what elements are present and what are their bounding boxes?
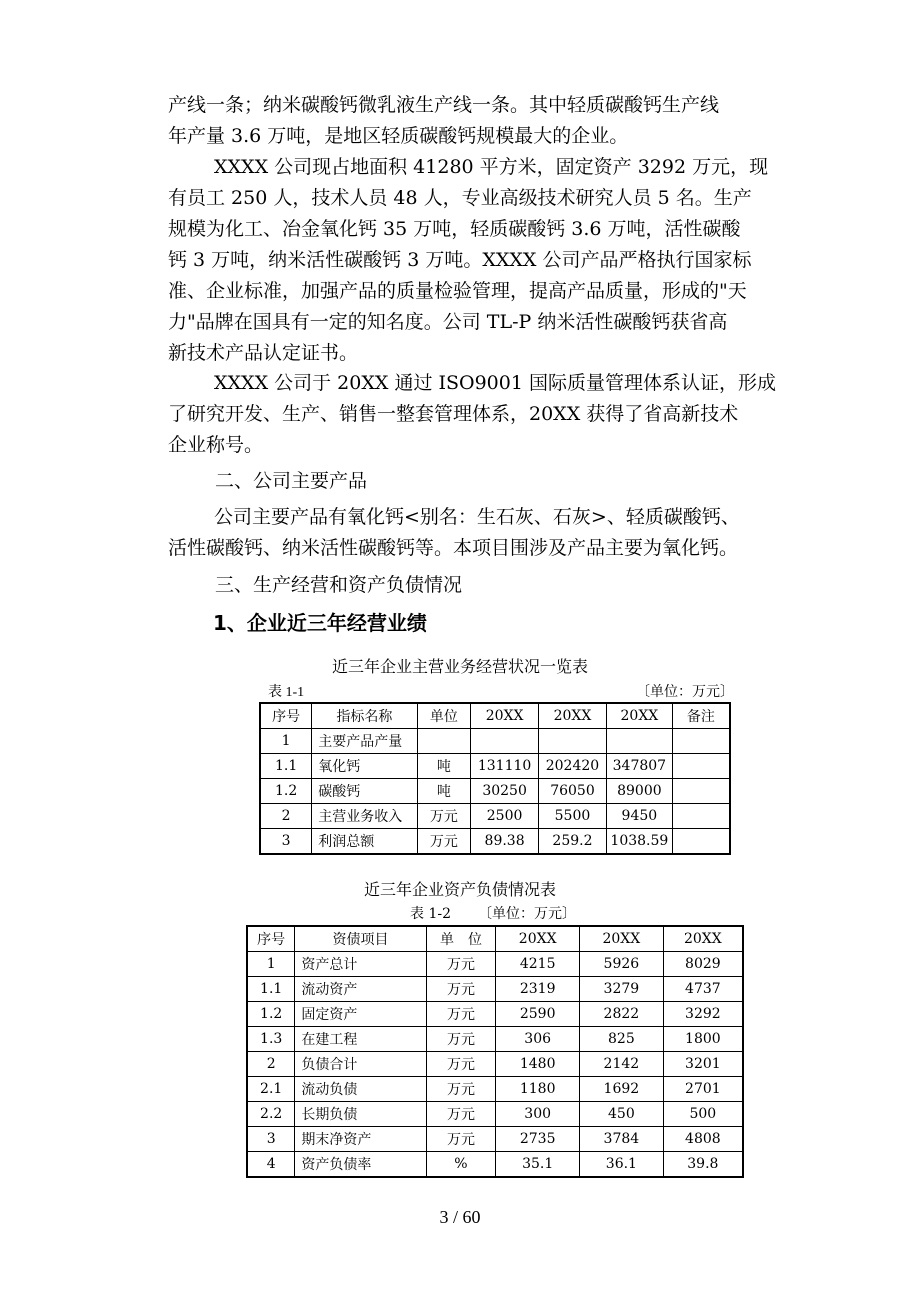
table-cell: 万元 bbox=[417, 829, 471, 855]
table-cell: 3 bbox=[247, 1127, 295, 1152]
table-cell bbox=[672, 729, 730, 754]
table-cell: 2 bbox=[247, 1052, 295, 1077]
subsection-heading: 1、企业近三年经营业绩 bbox=[213, 611, 427, 635]
table-cell: % bbox=[426, 1152, 496, 1178]
paragraph-line: 钙 3 万吨，纳米活性碳酸钙 3 万吨。XXXX 公司产品严格执行国家标 bbox=[168, 249, 752, 271]
table-cell: 300 bbox=[496, 1102, 580, 1127]
table-header-cell: 20XX bbox=[496, 926, 580, 952]
table-cell: 在建工程 bbox=[295, 1027, 426, 1052]
paragraph-line: 活性碳酸钙、纳米活性碳酸钙等。本项目围涉及产品主要为氧化钙。 bbox=[168, 537, 739, 559]
table-cell: 吨 bbox=[417, 779, 471, 804]
table-row bbox=[247, 952, 743, 977]
table-cell: 1 bbox=[260, 729, 312, 754]
paragraph-line: 新技术产品认定证书。 bbox=[168, 342, 359, 364]
table-cell: 万元 bbox=[426, 952, 496, 977]
table-cell bbox=[672, 829, 730, 855]
table-row bbox=[260, 829, 730, 855]
table-cell: 9450 bbox=[606, 804, 672, 829]
table-cell: 期末净资产 bbox=[295, 1127, 426, 1152]
balance-table bbox=[246, 925, 744, 1178]
table-cell: 3201 bbox=[663, 1052, 743, 1077]
paragraph-line: 规模为化工、冶金氧化钙 35 万吨，轻质碳酸钙 3.6 万吨，活性碳酸 bbox=[168, 218, 741, 240]
table-row bbox=[247, 977, 743, 1002]
table-cell: 吨 bbox=[417, 754, 471, 779]
table-cell bbox=[672, 779, 730, 804]
table-cell: 万元 bbox=[426, 1127, 496, 1152]
table-header-cell: 序号 bbox=[260, 703, 312, 729]
table-title: 近三年企业主营业务经营状况一览表 bbox=[331, 657, 588, 676]
table-cell bbox=[539, 729, 607, 754]
paragraph-4 bbox=[168, 502, 828, 564]
table-header-cell: 序号 bbox=[247, 926, 295, 952]
table-cell: 1.1 bbox=[260, 754, 312, 779]
table-cell: 259.2 bbox=[539, 829, 607, 855]
table-cell: 资产总计 bbox=[295, 952, 426, 977]
table-cell: 固定资产 bbox=[295, 1002, 426, 1027]
table-row bbox=[260, 804, 730, 829]
table-cell: 2 bbox=[260, 804, 312, 829]
table-cell: 2590 bbox=[496, 1002, 580, 1027]
table-header-row bbox=[260, 703, 730, 729]
table-cell: 8029 bbox=[663, 952, 743, 977]
table-cell: 39.8 bbox=[663, 1152, 743, 1178]
table-cell: 万元 bbox=[426, 1102, 496, 1127]
table-label: 表 1-2 bbox=[410, 906, 451, 922]
table-row bbox=[247, 1027, 743, 1052]
table-header-cell: 20XX bbox=[663, 926, 743, 952]
table-cell: 1.1 bbox=[247, 977, 295, 1002]
table-cell: 4 bbox=[247, 1152, 295, 1178]
table-cell bbox=[606, 729, 672, 754]
table-cell bbox=[672, 754, 730, 779]
table-cell: 347807 bbox=[606, 754, 672, 779]
table-row bbox=[247, 1152, 743, 1178]
paragraph-line: 年产量 3.6 万吨，是地区轻质碳酸钙规模最大的企业。 bbox=[168, 125, 629, 147]
table-cell: 1.2 bbox=[247, 1002, 295, 1027]
table-cell: 3 bbox=[260, 829, 312, 855]
paragraph-line: 企业称号。 bbox=[168, 434, 264, 456]
table-cell: 2319 bbox=[496, 977, 580, 1002]
table-cell: 5926 bbox=[580, 952, 664, 977]
table-cell: 碳酸钙 bbox=[312, 779, 417, 804]
table-cell: 长期负债 bbox=[295, 1102, 426, 1127]
table-row bbox=[247, 1127, 743, 1152]
table-cell: 万元 bbox=[426, 1077, 496, 1102]
table-cell: 76050 bbox=[539, 779, 607, 804]
table-cell: 30250 bbox=[471, 779, 539, 804]
table-cell: 825 bbox=[580, 1027, 664, 1052]
paragraph-line: 了研究开发、生产、销售一整套管理体系，20XX 获得了省高新技术 bbox=[168, 403, 739, 425]
business-table bbox=[259, 702, 731, 855]
table-cell bbox=[672, 804, 730, 829]
table-header-cell: 20XX bbox=[471, 703, 539, 729]
table-cell: 2701 bbox=[663, 1077, 743, 1102]
table-cell: 2822 bbox=[580, 1002, 664, 1027]
table-cell: 万元 bbox=[426, 1002, 496, 1027]
paragraph-line: 产线一条；纳米碳酸钙微乳液生产线一条。其中轻质碳酸钙生产线 bbox=[168, 94, 720, 116]
table-cell: 万元 bbox=[426, 1052, 496, 1077]
table-cell: 利润总额 bbox=[312, 829, 417, 855]
paragraph-line: 力"品牌在国具有一定的知名度。公司 TL-P 纳米活性碳酸钙获省高 bbox=[168, 311, 728, 333]
table-cell: 202420 bbox=[539, 754, 607, 779]
table-cell: 氧化钙 bbox=[312, 754, 417, 779]
page-number: 3 / 60 bbox=[439, 1207, 481, 1227]
table-cell: 负债合计 bbox=[295, 1052, 426, 1077]
table-cell: 万元 bbox=[417, 804, 471, 829]
paragraph-line: 公司主要产品有氧化钙<别名：生石灰、石灰>、轻质碳酸钙、 bbox=[214, 506, 740, 528]
table-row bbox=[247, 1002, 743, 1027]
section-heading: 二、公司主要产品 bbox=[215, 470, 368, 492]
table-cell: 2.1 bbox=[247, 1077, 295, 1102]
table-label: 表 1-1 bbox=[268, 685, 305, 700]
table-cell: 1.3 bbox=[247, 1027, 295, 1052]
table-cell: 流动负债 bbox=[295, 1077, 426, 1102]
table-cell: 89.38 bbox=[471, 829, 539, 855]
table-cell: 35.1 bbox=[496, 1152, 580, 1178]
table-cell: 主营业务收入 bbox=[312, 804, 417, 829]
paragraph-line: XXXX 公司于 20XX 通过 ISO9001 国际质量管理体系认证，形成 bbox=[214, 372, 776, 394]
table-cell bbox=[417, 729, 471, 754]
table-cell: 万元 bbox=[426, 1027, 496, 1052]
table-cell: 2.2 bbox=[247, 1102, 295, 1127]
table-cell: 1.2 bbox=[260, 779, 312, 804]
table-cell: 2142 bbox=[580, 1052, 664, 1077]
section-heading: 三、生产经营和资产负债情况 bbox=[215, 574, 463, 596]
table-cell: 3292 bbox=[663, 1002, 743, 1027]
table-cell: 5500 bbox=[539, 804, 607, 829]
table-header-cell: 20XX bbox=[539, 703, 607, 729]
table-cell: 4215 bbox=[496, 952, 580, 977]
paragraph-line: 有员工 250 人，技术人员 48 人，专业高级技术研究人员 5 名。生产 bbox=[168, 187, 752, 209]
table-header-cell: 20XX bbox=[606, 703, 672, 729]
table-cell: 3784 bbox=[580, 1127, 664, 1152]
table-row bbox=[260, 754, 730, 779]
table-header-cell: 备注 bbox=[672, 703, 730, 729]
table-cell: 500 bbox=[663, 1102, 743, 1127]
table-header-cell: 指标名称 bbox=[312, 703, 417, 729]
table-cell: 306 bbox=[496, 1027, 580, 1052]
table-cell: 131110 bbox=[471, 754, 539, 779]
table-cell: 资产负债率 bbox=[295, 1152, 426, 1178]
paragraph-1 bbox=[168, 90, 828, 152]
table-cell: 3279 bbox=[580, 977, 664, 1002]
table-cell: 1038.59 bbox=[606, 829, 672, 855]
table-cell bbox=[471, 729, 539, 754]
paragraph-line: XXXX 公司现占地面积 41280 平方米，固定资产 3292 万元，现 bbox=[214, 156, 769, 178]
table-cell: 2735 bbox=[496, 1127, 580, 1152]
table-row bbox=[247, 1102, 743, 1127]
paragraph-2 bbox=[168, 152, 828, 369]
table-cell: 万元 bbox=[426, 977, 496, 1002]
table-row bbox=[247, 1052, 743, 1077]
table-cell: 主要产品产量 bbox=[312, 729, 417, 754]
table-title: 近三年企业资产负债情况表 bbox=[363, 880, 556, 899]
table-cell: 1480 bbox=[496, 1052, 580, 1077]
table-cell: 1800 bbox=[663, 1027, 743, 1052]
table-header-cell: 20XX bbox=[580, 926, 664, 952]
table-cell: 1692 bbox=[580, 1077, 664, 1102]
table-row bbox=[260, 779, 730, 804]
table-cell: 1180 bbox=[496, 1077, 580, 1102]
table-header-row bbox=[247, 926, 743, 952]
table-cell: 4808 bbox=[663, 1127, 743, 1152]
table-row bbox=[247, 1077, 743, 1102]
table-cell: 流动资产 bbox=[295, 977, 426, 1002]
table-cell: 1 bbox=[247, 952, 295, 977]
table-cell: 36.1 bbox=[580, 1152, 664, 1178]
table-unit: 〔单位：万元〕 bbox=[478, 906, 576, 922]
paragraph-line: 准、企业标准，加强产品的质量检验管理，提高产品质量，形成的"天 bbox=[168, 280, 747, 302]
table-header-cell: 资债项目 bbox=[295, 926, 426, 952]
table-header-cell: 单位 bbox=[417, 703, 471, 729]
table-cell: 2500 bbox=[471, 804, 539, 829]
table-cell: 450 bbox=[580, 1102, 664, 1127]
table-cell: 4737 bbox=[663, 977, 743, 1002]
table-cell: 89000 bbox=[606, 779, 672, 804]
paragraph-3 bbox=[168, 368, 828, 461]
table-unit: 〔单位：万元〕 bbox=[636, 684, 734, 700]
table-header-cell: 单 位 bbox=[426, 926, 496, 952]
table-row bbox=[260, 729, 730, 754]
